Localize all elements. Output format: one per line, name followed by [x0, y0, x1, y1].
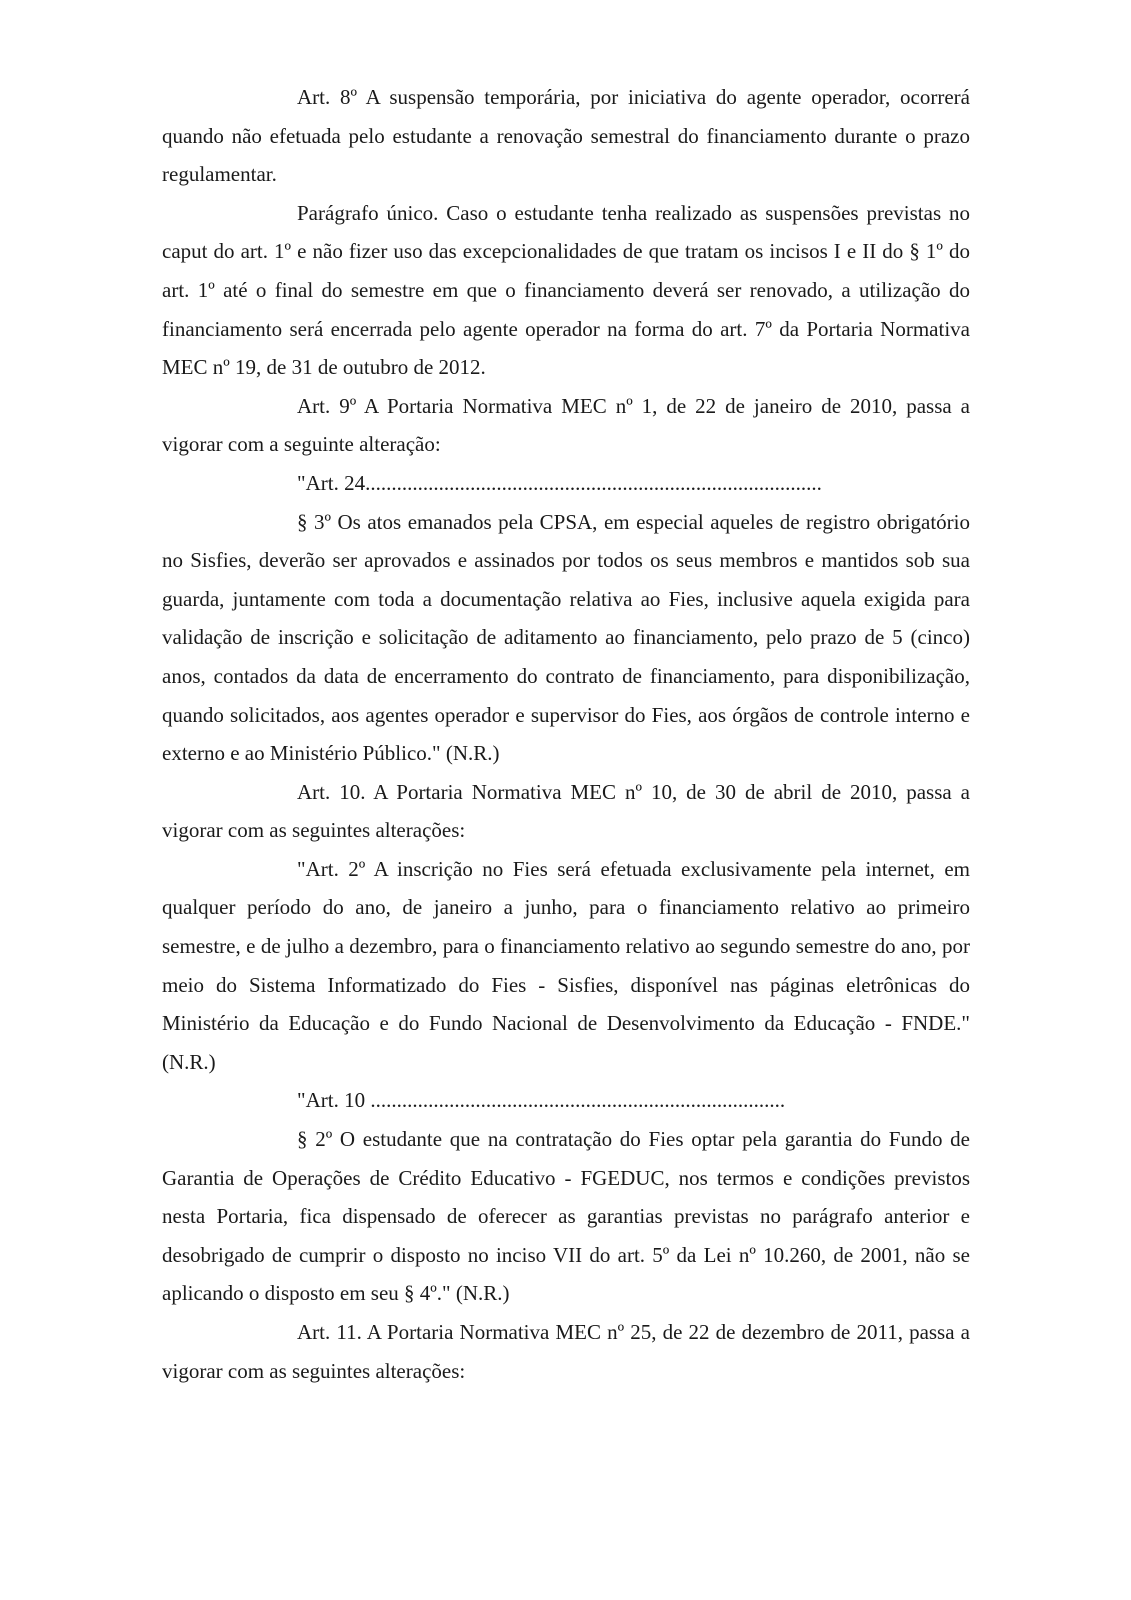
document-page [162, 78, 970, 1390]
art-10-paragraph: Art. 10. A Portaria Normativa MEC nº 10, de 30 de abril de 2010, passa a vigorar com as seguintes alterações: [162, 779, 970, 843]
art-9-paragraph: Art. 9º A Portaria Normativa MEC nº 1, de 22 de janeiro de 2010, passa a vigorar com a seguinte alteração: [162, 393, 970, 457]
art-8-sole-paragraph: Parágrafo único. Caso o estudante tenha realizado as suspensões previstas no caput do art. 1º e não fizer uso das excepcionalidades de que tratam os incisos I e II do § 1º do art. 1º até o final do semestre em que o financiamento deverá ser renovado, a utilização do financiamento será encerrada pelo agente operador na forma do art. 7º da Portaria Normativa MEC nº 19, de 31 de outubro de 2012. [162, 200, 970, 380]
art-10-heading: "Art. 10 ............................................................................... [297, 1088, 786, 1113]
art-8-paragraph: Art. 8º A suspensão temporária, por iniciativa do agente operador, ocorrerá quando não efetuada pelo estudante a renovação semestral do financiamento durante o prazo regulamentar. [162, 85, 970, 187]
art-11-paragraph: Art. 11. A Portaria Normativa MEC nº 25, de 22 de dezembro de 2011, passa a vigorar com as seguintes alterações: [162, 1320, 970, 1383]
art-24-heading: "Art. 24....................................................................................... [297, 470, 822, 495]
art-10-section-2: § 2º O estudante que na contratação do Fies optar pela garantia do Fundo de Garantia de Operações de Crédito Educativo - FGEDUC, nos termos e condições previstos nesta Portaria, fica dispensado de oferecer as garantias previstas no parágrafo anterior e desobrigado de cumprir o disposto no inciso VII do art. 5º da Lei nº 10.260, de 2001, não se aplicando o disposto em seu § 4º." (N.R.) [162, 1127, 970, 1306]
art-24-section-3: § 3º Os atos emanados pela CPSA, em especial aqueles de registro obrigatório no Sisfies, deverão ser aprovados e assinados por todos os seus membros e mantidos sob sua guarda, juntamente com toda a documentação relativa ao Fies, inclusive aquela exigida para validação de inscrição e solicitação de aditamento ao financiamento, pelo prazo de 5 (cinco) anos, contados da data de encerramento do contrato de financiamento, para disponibilização, quando solicitados, aos agentes operador e supervisor do Fies, aos órgãos de controle interno e externo e ao Ministério Público." (N.R.) [162, 509, 970, 766]
art-2-amendment: "Art. 2º A inscrição no Fies será efetuada exclusivamente pela internet, em qualquer período do ano, de janeiro a junho, para o financiamento relativo ao primeiro semestre, e de julho a dezembro, para o financiamento relativo ao segundo semestre do ano, por meio do Sistema Informatizado do Fies - Sisfies, disponível nas páginas eletrônicas do Ministério da Educação e do Fundo Nacional de Desenvolvimento da Educação - FNDE." (N.R.) [162, 856, 970, 1074]
